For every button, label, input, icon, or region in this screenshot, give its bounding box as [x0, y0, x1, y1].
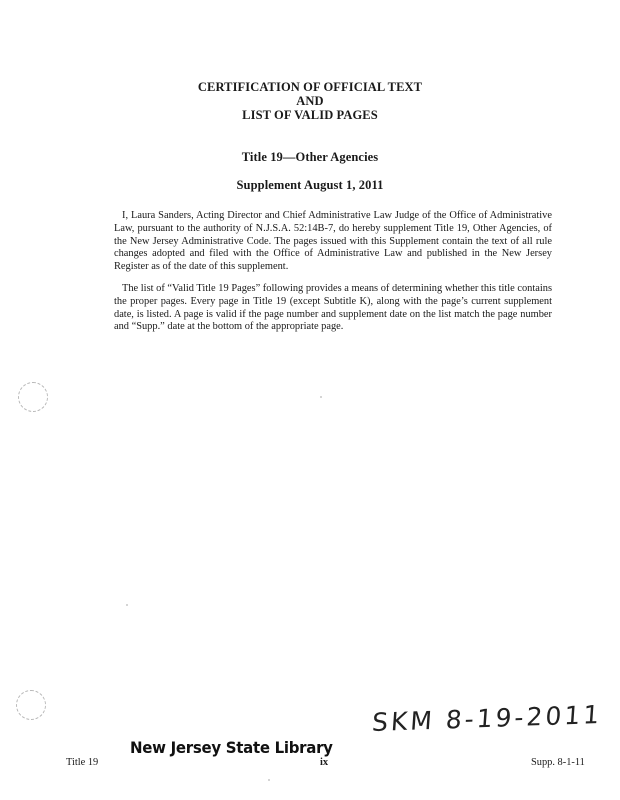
supplement-date: Supplement August 1, 2011: [236, 178, 384, 192]
scan-speck: [268, 779, 270, 781]
punch-hole-mark: [18, 382, 48, 412]
library-stamp: New Jersey State Library: [130, 738, 333, 758]
footer-supplement: Supp. 8-1-11: [531, 757, 585, 768]
scan-speck: [320, 396, 322, 398]
valid-pages-paragraph: The list of “Valid Title 19 Pages” following provides a means of determining whether this title contains the proper pages. Every page in Title 19 (except Subtitle K), along with the page’s current supplement date, is listed. A page is valid if the page number and supplement date on the list match the page number and “Supp.” date at the bottom of the appropriate page.: [114, 283, 552, 333]
document-title: Title 19—Other Agencies: [241, 150, 379, 164]
handwritten-note: SKM 8-19-2011: [371, 699, 604, 738]
footer-title: Title 19: [66, 757, 99, 768]
footer-page-number: ix: [320, 757, 329, 768]
header-line-1: CERTIFICATION OF OFFICIAL TEXT: [197, 80, 423, 94]
header-line-2: AND: [296, 94, 324, 108]
punch-hole-mark: [16, 690, 46, 720]
scan-speck: [126, 604, 128, 606]
certification-paragraph: I, Laura Sanders, Acting Director and Chief Administrative Law Judge of the Office of Administrative Law, pursuant to the authority of N.J.S.A. 52:14B-7, do hereby supplement Title 19, Other Agencies, of the New Jersey Administrative Code. The pages issued with this Supplement contain the text of all rule changes adopted and filed with the Office of Administrative Law and published in the New Jersey Register as of the date of this supplement.: [114, 210, 552, 273]
header-line-3: LIST OF VALID PAGES: [242, 108, 378, 122]
